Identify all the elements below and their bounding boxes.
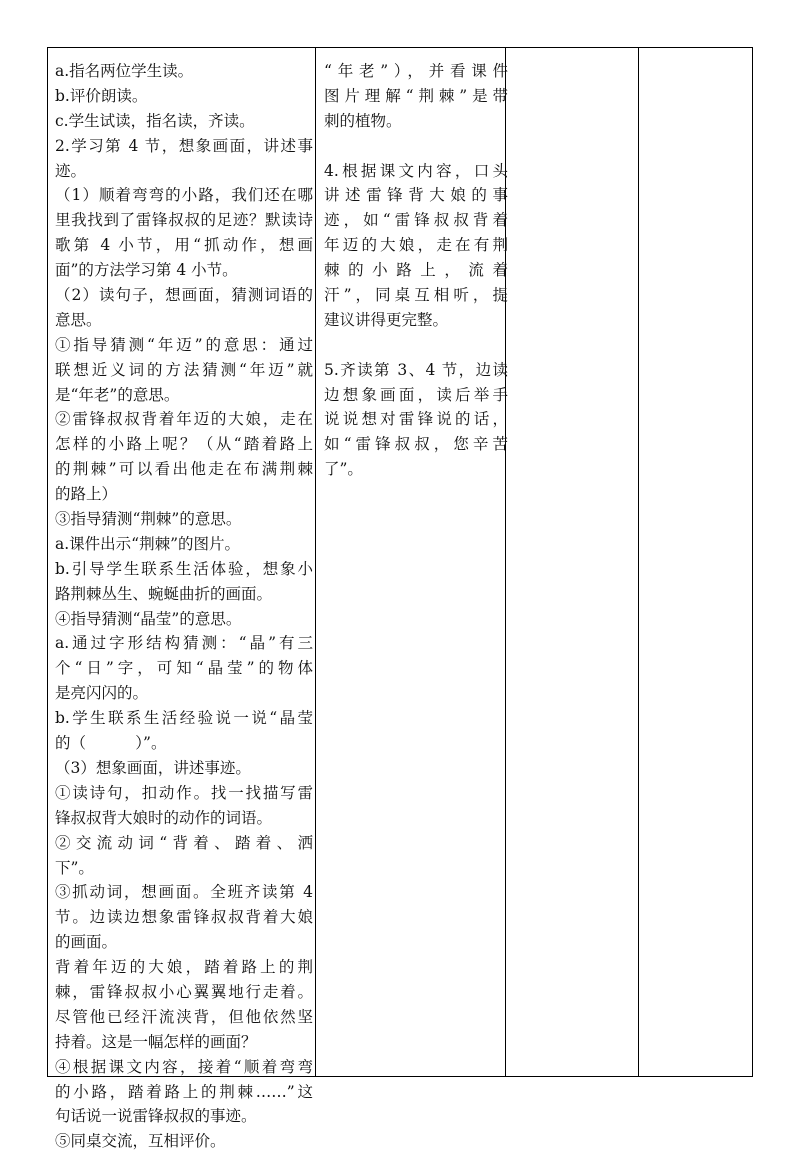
text-line: 迹。 [55, 161, 87, 180]
text-line: 刺的植物。 [324, 111, 402, 130]
text-line: a.通过字形结构猜测：“晶”有三 [55, 634, 313, 653]
text-line: 是亮闪闪的。 [55, 684, 149, 703]
text-line: 汗”，同桌互相听，提 [324, 286, 508, 305]
text-line: 的画面。 [55, 933, 118, 952]
text-line: 尽管他已经汗流浃背，但他依然坚 [55, 1007, 313, 1026]
text-line: 面”的方法学习第 4 小节。 [55, 261, 238, 280]
text-line: 句话说一说雷锋叔叔的事迹。 [55, 1107, 257, 1126]
text-line: 讲述雷锋背大娘的事 [324, 186, 508, 205]
text-line: 如“雷锋叔叔，您辛苦 [324, 435, 508, 454]
text-line: 棘的小路上，流着 [324, 261, 508, 280]
text-line: 个“日”字，可知“晶莹”的物体 [55, 659, 313, 678]
text-line: ②交流动词“背着、踏着、洒 [55, 833, 313, 852]
text-line: 歌第 4 小节，用“抓动作，想画 [55, 236, 313, 255]
student-activity-cell [324, 59, 508, 482]
text-line: 路荆棘丛生、蜿蜒曲折的画面。 [55, 584, 273, 603]
text-line: （3）想象画面，讲述事迹。 [55, 758, 251, 777]
text-line: 的路上） [55, 485, 118, 504]
text-line [324, 134, 508, 159]
text-line: 了”。 [324, 460, 363, 479]
text-line: 边想象画面，读后举手 [324, 385, 508, 404]
text-line: a.课件出示“荆棘”的图片。 [55, 534, 241, 553]
text-line: （1）顺着弯弯的小路，我们还在哪 [55, 186, 313, 205]
text-line: 棘，雷锋叔叔小心翼翼地行走着。 [55, 982, 313, 1001]
text-line: ④根据课文内容，接着“顺着弯弯 [55, 1057, 313, 1076]
text-line: ①指导猜测“年迈”的意思：通过 [55, 335, 313, 354]
text-line: 的荆棘”可以看出他走在布满荆棘 [55, 460, 313, 479]
text-line: ②雷锋叔叔背着年迈的大娘，走在 [55, 410, 313, 429]
text-line: 下”。 [55, 858, 94, 877]
text-line: （2）读句子，想画面，猜测词语的 [55, 286, 313, 305]
text-line: ③抓动词，想画面。全班齐读第 4 [55, 883, 313, 902]
text-line: 迹，如“雷锋叔叔背着 [324, 211, 508, 230]
column-divider [315, 48, 316, 1076]
text-line: 建议讲得更完整。 [324, 310, 449, 329]
lesson-plan-table [47, 47, 753, 1151]
text-line: 2.学习第 4 节，想象画面，讲述事 [55, 136, 313, 155]
text-line: 节。边读边想象雷锋叔叔背着大娘 [55, 908, 313, 927]
text-line: ①读诗句，扣动作。找一找描写雷 [55, 783, 313, 802]
text-line: 里我找到了雷锋叔叔的足迹？默读诗 [55, 211, 313, 230]
text-line: 的小路，踏着路上的荆棘……”这 [55, 1082, 313, 1101]
text-line: 怎样的小路上呢？（从“踏着路上 [55, 435, 313, 454]
text-line: 图片理解“荆棘”是带 [324, 86, 508, 105]
text-line: 说说想对雷锋说的话， [324, 410, 508, 429]
text-line: “年老”），并看课件 [324, 62, 508, 80]
text-line: 5.齐读第 3、4 节，边读 [324, 360, 508, 379]
column-divider [638, 48, 639, 1076]
text-line [324, 333, 508, 358]
text-line: b.学生联系生活经验说一说“晶莹 [55, 709, 313, 728]
text-line: 4.根据课文内容，口头 [324, 161, 508, 180]
text-line: ⑤同桌交流，互相评价。 [55, 1132, 226, 1151]
text-line: a.指名两位学生读。 [55, 62, 194, 80]
text-line: b.评价朗读。 [55, 86, 148, 105]
text-line: c.学生试读，指名读，齐读。 [55, 111, 255, 130]
text-line: 意思。 [55, 310, 102, 329]
text-line: b.引导学生联系生活体验，想象小 [55, 559, 313, 578]
teacher-activity-cell [55, 59, 313, 1154]
text-line: 是“年老”的意思。 [55, 385, 180, 404]
text-line: 背着年迈的大娘，踏着路上的荆 [55, 958, 313, 977]
text-line: 持着。这是一幅怎样的画面？ [55, 1032, 257, 1051]
text-line: 锋叔叔背大娘时的动作的词语。 [55, 808, 273, 827]
text-line: 联想近义词的方法猜测“年迈”就 [55, 360, 313, 379]
text-line: 的（ ）”。 [55, 734, 167, 753]
text-line: ④指导猜测“晶莹”的意思。 [55, 609, 242, 628]
text-line: 年迈的大娘，走在有荆 [324, 236, 508, 255]
text-line: ③指导猜测“荆棘”的意思。 [55, 510, 242, 529]
